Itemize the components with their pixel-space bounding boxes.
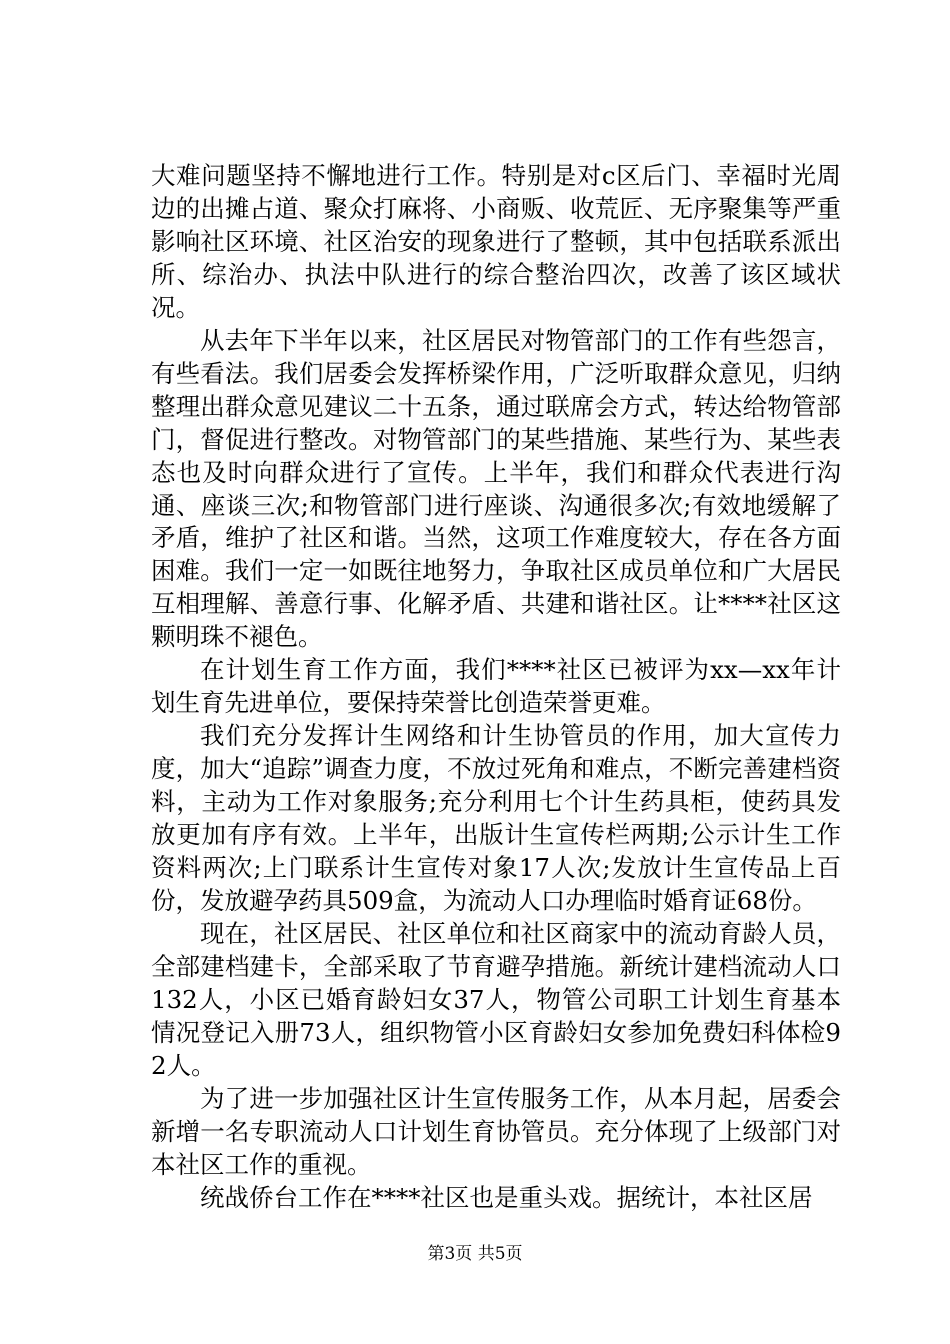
paragraph-2: 从去年下半年以来，社区居民对物管部门的工作有些怨言，有些看法。我们居委会发挥桥梁作用，广泛听取群众意见，归纳整理出群众意见建议二十五条，通过联席会方式，转达给物管部门，督促进行整改。对物管部门的某些措施、某些行为、某些表态也及时向群众进行了宣传。上半年，我们和群众代表进行沟通、座谈三次;和物管部门进行座谈、沟通很多次;有效地缓解了矛盾，维护了社区和谐。当然，这项工作难度较大，存在各方面困难。我们一定一如既往地努力，争取社区成员单位和广大居民互相理解、善意行事、化解矛盾、共建和谐社区。让****社区这颗明珠不褪色。 [151,325,841,652]
document-body [151,160,841,1215]
paragraph-3: 在计划生育工作方面，我们****社区已被评为xx—xx年计划生育先进单位，要保持荣誉比创造荣誉更难。 [151,655,841,718]
page-number-footer: 第3页 共5页 [427,1244,523,1264]
paragraph-7: 统战侨台工作在****社区也是重头戏。据统计，本社区居 [200,1182,813,1212]
paragraph-1: 大难问题坚持不懈地进行工作。特别是对c区后门、幸福时光周边的出摊占道、聚众打麻将、小商贩、收荒匠、无序聚集等严重影响社区环境、社区治安的现象进行了整顿，其中包括联系派出所、综治办、执法中队进行的综合整治四次，改善了该区域状况。 [151,161,841,322]
paragraph-6: 为了进一步加强社区计生宣传服务工作，从本月起，居委会新增一名专职流动人口计划生育协管员。充分体现了上级部门对本社区工作的重视。 [151,1083,841,1179]
paragraph-5: 现在，社区居民、社区单位和社区商家中的流动育龄人员，全部建档建卡，全部采取了节育避孕措施。新统计建档流动人口132人，小区已婚育龄妇女37人，物管公司职工计划生育基本情况登记入册73人，组织物管小区育龄妇女参加免费妇科体检92人。 [151,918,841,1080]
paragraph-4: 我们充分发挥计生网络和计生协管员的作用，加大宣传力度，加大“追踪”调查力度，不放过死角和难点，不断完善建档资料，主动为工作对象服务;充分利用七个计生药具柜，使药具发放更加有序有效。上半年，出版计生宣传栏两期;公示计生工作资料两次;上门联系计生宣传对象17人次;发放计生宣传品上百份，发放避孕药具509盒，为流动人口办理临时婚育证68份。 [151,721,841,915]
